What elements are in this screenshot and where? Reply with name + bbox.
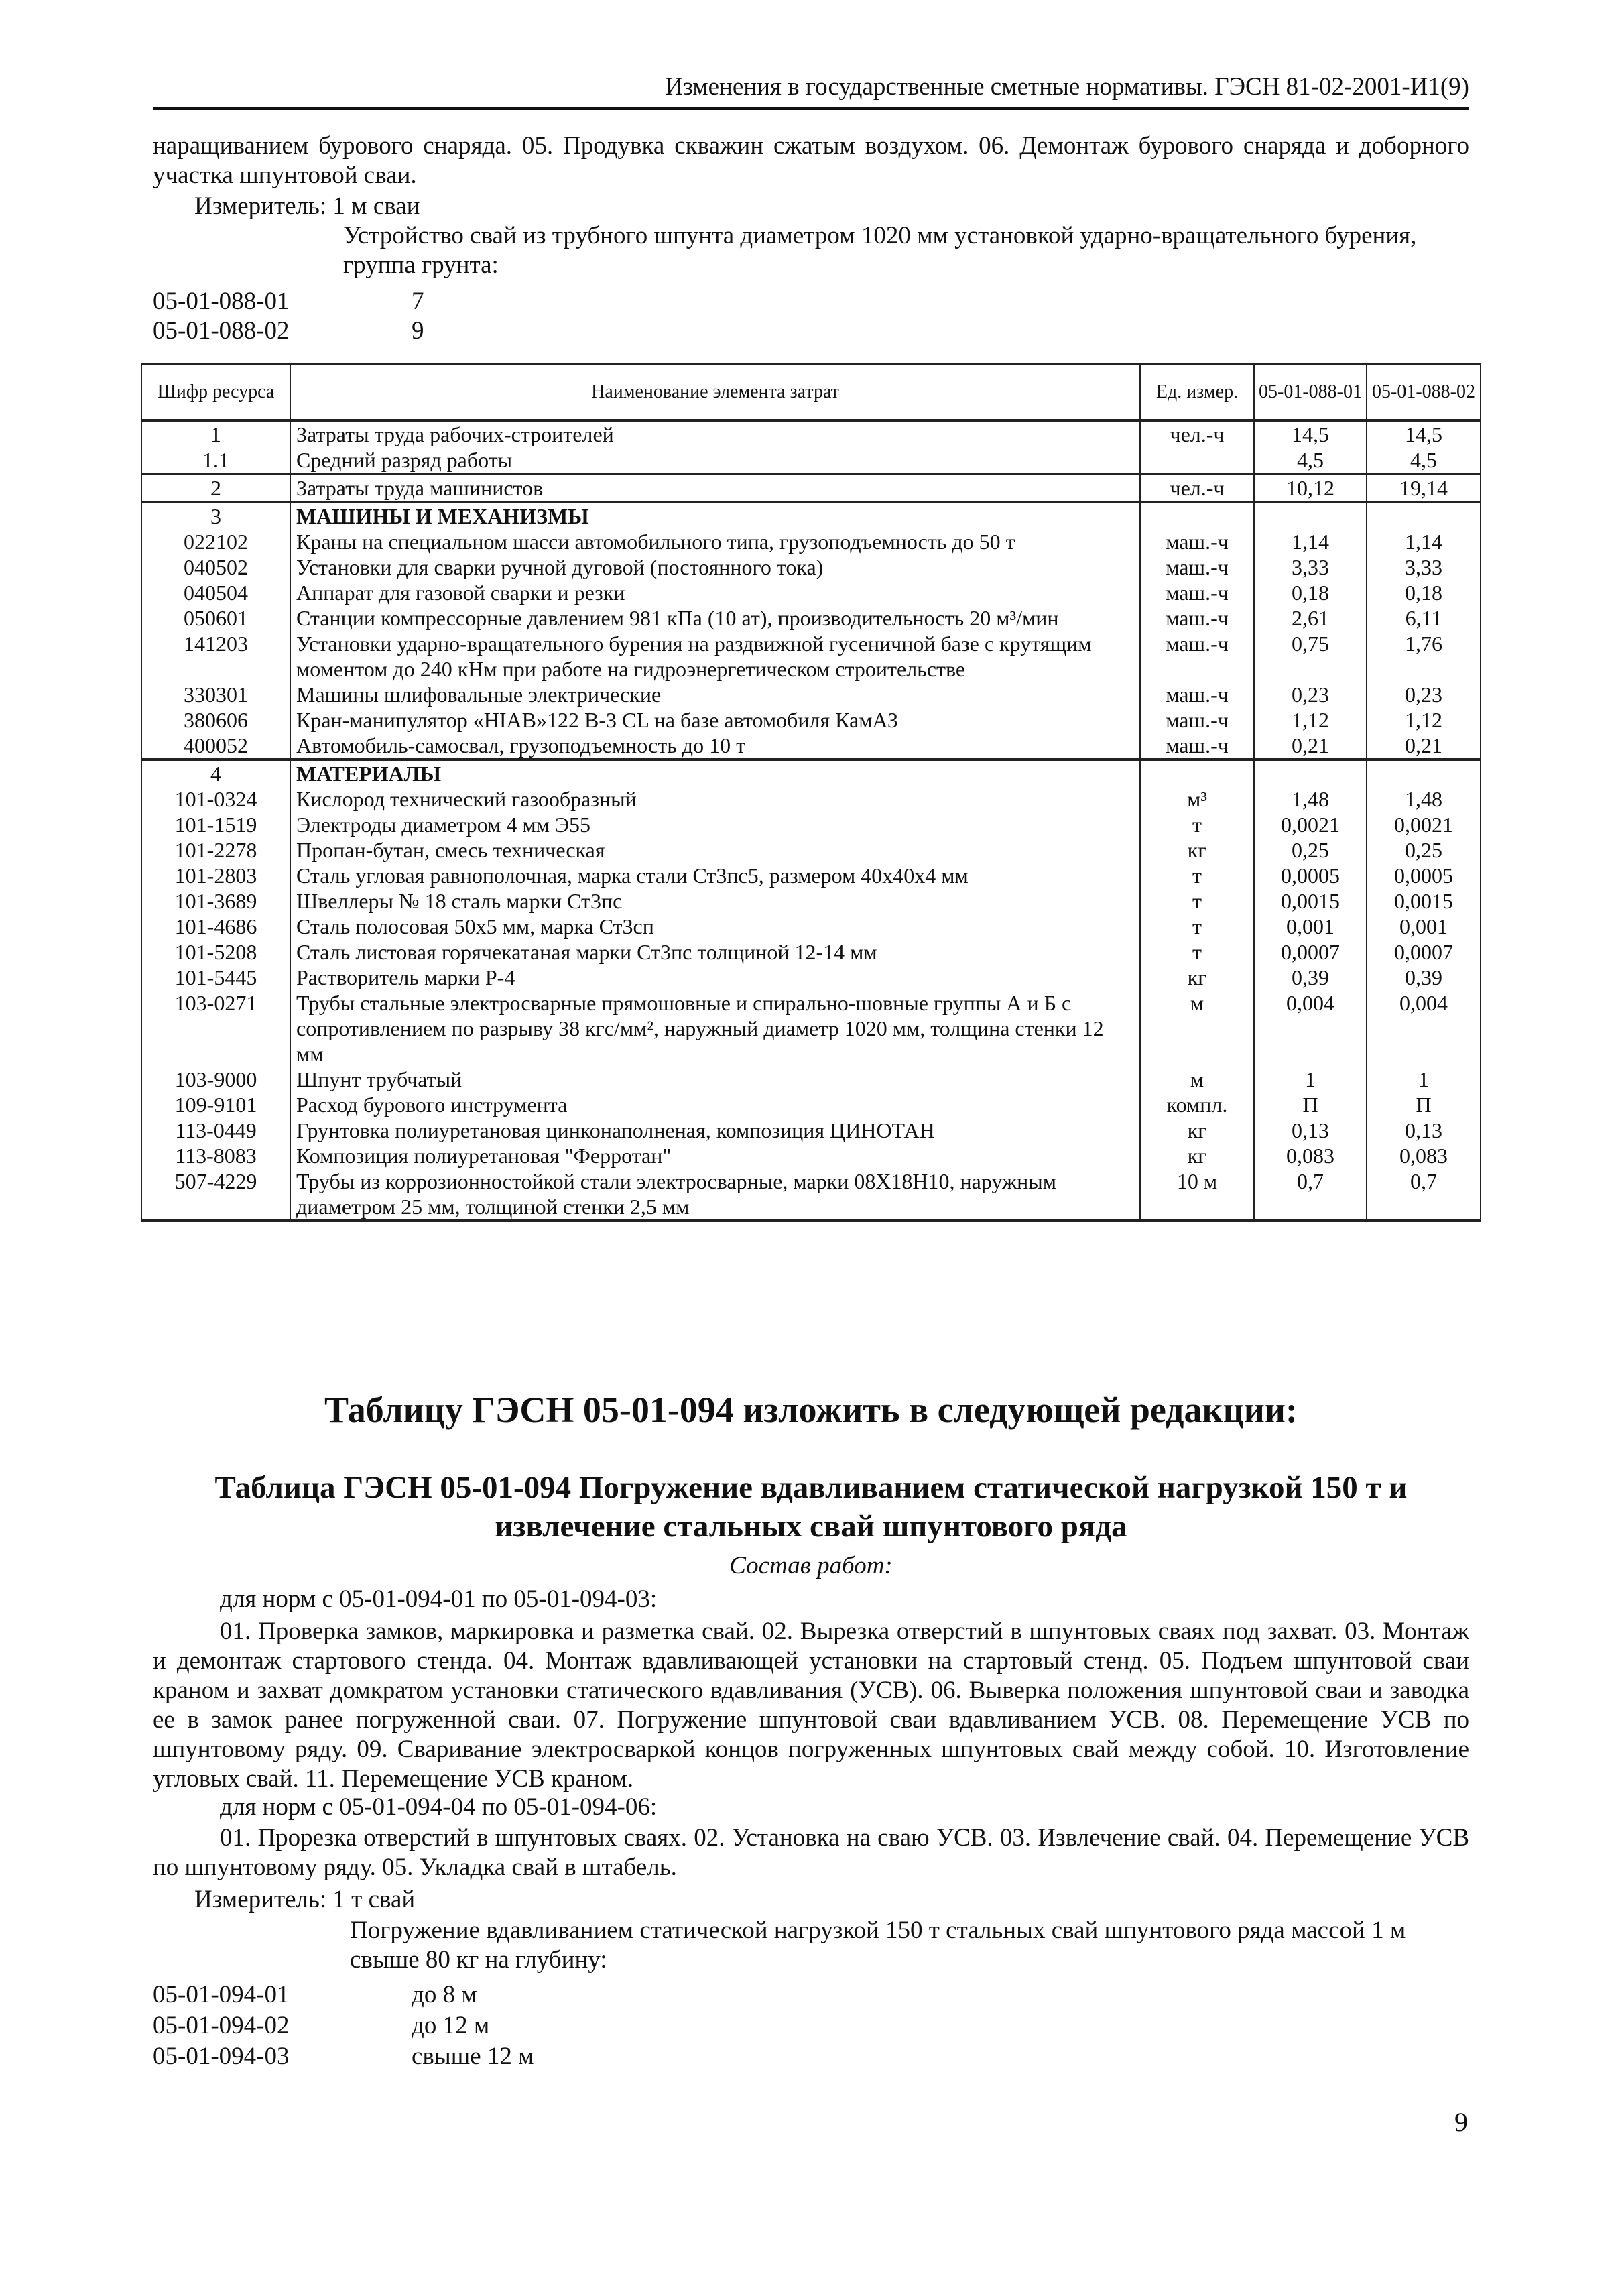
table-row [141, 707, 1481, 733]
table-row [141, 914, 1481, 939]
row-name: Кислород технический газообразный [290, 786, 1140, 812]
works-label: Состав работ: [729, 1552, 893, 1579]
table-row [141, 1143, 1481, 1168]
table-title-line-1: Таблица ГЭСН 05-01-094 Погружение вдавливанием статической нагрузкой 150 т и [214, 1470, 1408, 1505]
row-code: 101-0324 [141, 786, 290, 812]
row-code: 101-5208 [141, 939, 290, 965]
row-norm-2: 0,001 [1367, 914, 1481, 939]
row-norm-2: П [1367, 1092, 1481, 1117]
row-code: 101-5445 [141, 965, 290, 990]
row-name: Трубы стальные электросварные прямошовные и спирально-шовные группы А и Б с сопротивлением по разрыву 38 кгс/мм², наружный диаметр 1020 мм, толщина стенки 12 мм [290, 990, 1140, 1067]
row-norm-1: 0,001 [1254, 914, 1367, 939]
row-name: Установки для сварки ручной дуговой (постоянного тока) [290, 554, 1140, 580]
table-row [141, 812, 1481, 837]
row-code: 141203 [141, 631, 290, 682]
table-row [141, 1117, 1481, 1143]
row-code: 101-1519 [141, 812, 290, 837]
row-norm-2: 0,083 [1367, 1143, 1481, 1168]
row-norm-1: 14,5 [1254, 420, 1367, 447]
row-name: МАШИНЫ И МЕХАНИЗМЫ [290, 502, 1140, 529]
row-norm-2: 4,5 [1367, 447, 1481, 474]
norm-value: до 8 м [412, 1981, 477, 2008]
running-header [153, 70, 1469, 110]
row-unit: маш.-ч [1140, 580, 1254, 605]
norms-range-a: для норм с 05-01-094-01 по 05-01-094-03: [220, 1585, 658, 1613]
row-norm-2: 3,33 [1367, 554, 1481, 580]
row-name: Затраты труда рабочих-строителей [290, 420, 1140, 447]
row-code: 380606 [141, 707, 290, 733]
row-norm-1 [1254, 502, 1367, 529]
row-norm-2: 0,0007 [1367, 939, 1481, 965]
row-name: Шпунт трубчатый [290, 1067, 1140, 1092]
row-norm-2: 1,76 [1367, 631, 1481, 682]
table-row [141, 733, 1481, 760]
row-norm-2: 1,14 [1367, 529, 1481, 554]
row-unit: маш.-ч [1140, 529, 1254, 554]
row-unit: т [1140, 888, 1254, 914]
norm-code: 05-01-094-01 [153, 1981, 290, 2008]
row-norm-2: 1 [1367, 1067, 1481, 1092]
norm-code: 05-01-088-01 [153, 288, 290, 315]
table-row [141, 965, 1481, 990]
row-unit: т [1140, 939, 1254, 965]
table-row [141, 420, 1481, 447]
row-unit: маш.-ч [1140, 631, 1254, 682]
norm-value: 9 [412, 317, 424, 345]
row-code: 101-4686 [141, 914, 290, 939]
row-norm-1: 0,004 [1254, 990, 1367, 1067]
row-unit [1140, 760, 1254, 786]
row-norm-2: 1,48 [1367, 786, 1481, 812]
row-norm-2 [1367, 760, 1481, 786]
row-unit: 10 м [1140, 1168, 1254, 1221]
row-name: Сталь полосовая 50х5 мм, марка Ст3сп [290, 914, 1140, 939]
table-row [141, 990, 1481, 1067]
row-code: 113-0449 [141, 1117, 290, 1143]
norm-value: до 12 м [412, 2012, 490, 2039]
row-norm-2: 14,5 [1367, 420, 1481, 447]
norm-value: 7 [412, 288, 424, 315]
row-norm-2: 6,11 [1367, 605, 1481, 631]
row-unit: чел.-ч [1140, 420, 1254, 447]
row-norm-2: 1,12 [1367, 707, 1481, 733]
table-body [141, 420, 1481, 1221]
header-title: Изменения в государственные сметные нормативы. ГЭСН 81-02-2001-И1(9) [665, 73, 1469, 101]
row-code: 109-9101 [141, 1092, 290, 1117]
table-row [141, 888, 1481, 914]
row-code: 040504 [141, 580, 290, 605]
row-code: 040502 [141, 554, 290, 580]
row-name: Аппарат для газовой сварки и резки [290, 580, 1140, 605]
row-norm-1: 1,12 [1254, 707, 1367, 733]
table-row [141, 939, 1481, 965]
row-norm-1: 0,21 [1254, 733, 1367, 760]
row-code: 101-3689 [141, 888, 290, 914]
table-row [141, 529, 1481, 554]
row-unit: м³ [1140, 786, 1254, 812]
table-row [141, 1168, 1481, 1221]
table-row [141, 760, 1481, 786]
row-unit: маш.-ч [1140, 554, 1254, 580]
row-norm-1: 10,12 [1254, 474, 1367, 502]
row-norm-1: 0,0021 [1254, 812, 1367, 837]
row-unit: маш.-ч [1140, 733, 1254, 760]
row-norm-2: 0,0021 [1367, 812, 1481, 837]
row-unit: компл. [1140, 1092, 1254, 1117]
table-header-row [141, 364, 1481, 420]
norm-code: 05-01-094-03 [153, 2043, 290, 2070]
section-meter: Измеритель: 1 т свай [194, 1886, 416, 1913]
intro-description: Устройство свай из трубного шпунта диаметром 1020 мм установкой ударно-вращательного бурения, группа грунта: [343, 222, 1417, 279]
row-unit: т [1140, 812, 1254, 837]
norms-range-b: для норм с 05-01-094-04 по 05-01-094-06: [220, 1793, 658, 1821]
row-norm-1: 0,7 [1254, 1168, 1367, 1221]
row-code: 101-2278 [141, 837, 290, 863]
row-unit: кг [1140, 837, 1254, 863]
row-name: Станции компрессорные давлением 981 кПа (10 ат), производительность 20 м³/мин [290, 605, 1140, 631]
table-row [141, 837, 1481, 863]
row-norm-2 [1367, 502, 1481, 529]
row-code: 507-4229 [141, 1168, 290, 1221]
row-name: Грунтовка полиуретановая цинконаполненая, композиция ЦИНОТАН [290, 1117, 1140, 1143]
row-norm-2: 0,004 [1367, 990, 1481, 1067]
table-row [141, 605, 1481, 631]
row-norm-1: П [1254, 1092, 1367, 1117]
table-title-line-2: извлечение стальных свай шпунтового ряда [495, 1509, 1127, 1544]
table-row [141, 447, 1481, 474]
row-unit: т [1140, 914, 1254, 939]
row-code: 050601 [141, 605, 290, 631]
table-row [141, 1092, 1481, 1117]
row-norm-1: 0,13 [1254, 1117, 1367, 1143]
header-name: Наименование элемента затрат [290, 364, 1140, 420]
row-name: Трубы из коррозионностойкой стали электросварные, марки 08Х18Н10, наружным диаметром 25 мм, толщиной стенки 2,5 мм [290, 1168, 1140, 1221]
row-norm-1: 0,39 [1254, 965, 1367, 990]
page-number: 9 [1454, 2107, 1468, 2137]
row-unit: маш.-ч [1140, 707, 1254, 733]
table-row [141, 631, 1481, 682]
row-code: 1.1 [141, 447, 290, 474]
row-name: Затраты труда машинистов [290, 474, 1140, 502]
row-unit: т [1140, 863, 1254, 888]
row-unit: кг [1140, 1143, 1254, 1168]
row-norm-2: 19,14 [1367, 474, 1481, 502]
row-name: Электроды диаметром 4 мм Э55 [290, 812, 1140, 837]
row-unit [1140, 502, 1254, 529]
intro-meter: Измеритель: 1 м сваи [194, 192, 420, 220]
row-code: 3 [141, 502, 290, 529]
row-norm-2: 0,25 [1367, 837, 1481, 863]
works-list-b: 01. Прорезка отверстий в шпунтовых сваях. 02. Установка на сваю УСВ. 03. Извлечение свай. 04. Перемещение УСВ по шпунтовому ряду. 05. Укладка свай в штабель. [153, 1824, 1469, 1881]
row-name: Пропан-бутан, смесь техническая [290, 837, 1140, 863]
row-norm-2: 0,21 [1367, 733, 1481, 760]
header-norm-1: 05-01-088-01 [1254, 364, 1367, 420]
norm-code: 05-01-094-02 [153, 2012, 290, 2039]
row-code: 103-0271 [141, 990, 290, 1067]
header-unit: Ед. измер. [1140, 364, 1254, 420]
resource-table [141, 363, 1481, 1222]
row-norm-1: 0,0015 [1254, 888, 1367, 914]
section-description: Погружение вдавливанием статической нагрузкой 150 т стальных свай шпунтового ряда массой 1 м свыше 80 кг на глубину: [350, 1917, 1406, 1974]
row-norm-1 [1254, 760, 1367, 786]
row-norm-1: 0,083 [1254, 1143, 1367, 1168]
table-row [141, 682, 1481, 707]
row-norm-1: 0,75 [1254, 631, 1367, 682]
row-name: Композиция полиуретановая "Ферротан" [290, 1143, 1140, 1168]
row-unit: чел.-ч [1140, 474, 1254, 502]
row-name: Средний разряд работы [290, 447, 1140, 474]
row-name: Растворитель марки Р-4 [290, 965, 1140, 990]
row-name: Швеллеры № 18 сталь марки Ст3пс [290, 888, 1140, 914]
row-name: Установки ударно-вращательного бурения на раздвижной гусеничной базе с крутящим моментом до 240 кНм при работе на гидроэнергетическом строительстве [290, 631, 1140, 682]
row-norm-2: 0,13 [1367, 1117, 1481, 1143]
row-name: Кран-манипулятор «HIAB»122 B-3 CL на базе автомобиля КамАЗ [290, 707, 1140, 733]
row-name: Расход бурового инструмента [290, 1092, 1140, 1117]
row-name: Сталь угловая равнополочная, марка стали Ст3пс5, размером 40х40х4 мм [290, 863, 1140, 888]
row-code: 2 [141, 474, 290, 502]
table-row [141, 502, 1481, 529]
row-code: 330301 [141, 682, 290, 707]
row-norm-1: 0,25 [1254, 837, 1367, 863]
row-unit: кг [1140, 1117, 1254, 1143]
row-unit: маш.-ч [1140, 682, 1254, 707]
norm-code: 05-01-088-02 [153, 317, 290, 345]
row-unit [1140, 447, 1254, 474]
row-norm-1: 0,23 [1254, 682, 1367, 707]
table-row [141, 863, 1481, 888]
table-row [141, 1067, 1481, 1092]
row-name: Краны на специальном шасси автомобильного типа, грузоподъемность до 50 т [290, 529, 1140, 554]
row-norm-2: 0,7 [1367, 1168, 1481, 1221]
row-norm-1: 0,0007 [1254, 939, 1367, 965]
header-code: Шифр ресурса [141, 364, 290, 420]
row-norm-2: 0,39 [1367, 965, 1481, 990]
row-norm-2: 0,0005 [1367, 863, 1481, 888]
row-norm-2: 0,23 [1367, 682, 1481, 707]
row-norm-2: 0,0015 [1367, 888, 1481, 914]
row-norm-1: 1 [1254, 1067, 1367, 1092]
row-code: 1 [141, 420, 290, 447]
row-norm-1: 1,14 [1254, 529, 1367, 554]
row-unit: кг [1140, 965, 1254, 990]
row-name: Машины шлифовальные электрические [290, 682, 1140, 707]
row-unit: маш.-ч [1140, 605, 1254, 631]
row-name: Сталь листовая горячекатаная марки Ст3пс толщиной 12-14 мм [290, 939, 1140, 965]
row-code: 400052 [141, 733, 290, 760]
row-name: Автомобиль-самосвал, грузоподъемность до 10 т [290, 733, 1140, 760]
row-norm-2: 0,18 [1367, 580, 1481, 605]
row-norm-1: 1,48 [1254, 786, 1367, 812]
works-list-a: 01. Проверка замков, маркировка и разметка свай. 02. Вырезка отверстий в шпунтовых сваях под захват. 03. Монтаж и демонтаж стартового стенда. 04. Монтаж вдавливающей установки на стартовый стенд. 05. Подъем шпунтовой сваи краном и захват домкратом установки статического вдавливания (УСВ). 06. Выверка положения шпунтовой сваи и заводка ее в замок ранее погруженной сваи. 07. Погружение шпунтовой сваи вдавливанием УСВ. 08. Перемещение УСВ по шпунтовому ряду. 09. Сваривание электросваркой концов погруженных шпунтовых свай между собой. 10. Изготовление угловых свай. 11. Перемещение УСВ краном. [153, 1618, 1469, 1793]
row-norm-1: 0,0005 [1254, 863, 1367, 888]
table-row [141, 474, 1481, 502]
table-row [141, 786, 1481, 812]
row-code: 022102 [141, 529, 290, 554]
intro-continuation: наращиванием бурового снаряда. 05. Продувка скважин сжатым воздухом. 06. Демонтаж бурового снаряда и доборного участка шпунтовой сваи. [153, 132, 1469, 189]
row-norm-1: 2,61 [1254, 605, 1367, 631]
row-unit: м [1140, 990, 1254, 1067]
row-code: 4 [141, 760, 290, 786]
header-norm-2: 05-01-088-02 [1367, 364, 1481, 420]
norm-value: свыше 12 м [412, 2043, 534, 2070]
row-norm-1: 4,5 [1254, 447, 1367, 474]
row-name: МАТЕРИАЛЫ [290, 760, 1140, 786]
row-code: 103-9000 [141, 1067, 290, 1092]
row-code: 101-2803 [141, 863, 290, 888]
row-norm-1: 3,33 [1254, 554, 1367, 580]
section-heading: Таблицу ГЭСН 05-01-094 изложить в следующей редакции: [324, 1390, 1298, 1430]
table-row [141, 554, 1481, 580]
row-unit: м [1140, 1067, 1254, 1092]
row-norm-1: 0,18 [1254, 580, 1367, 605]
table-row [141, 580, 1481, 605]
row-code: 113-8083 [141, 1143, 290, 1168]
